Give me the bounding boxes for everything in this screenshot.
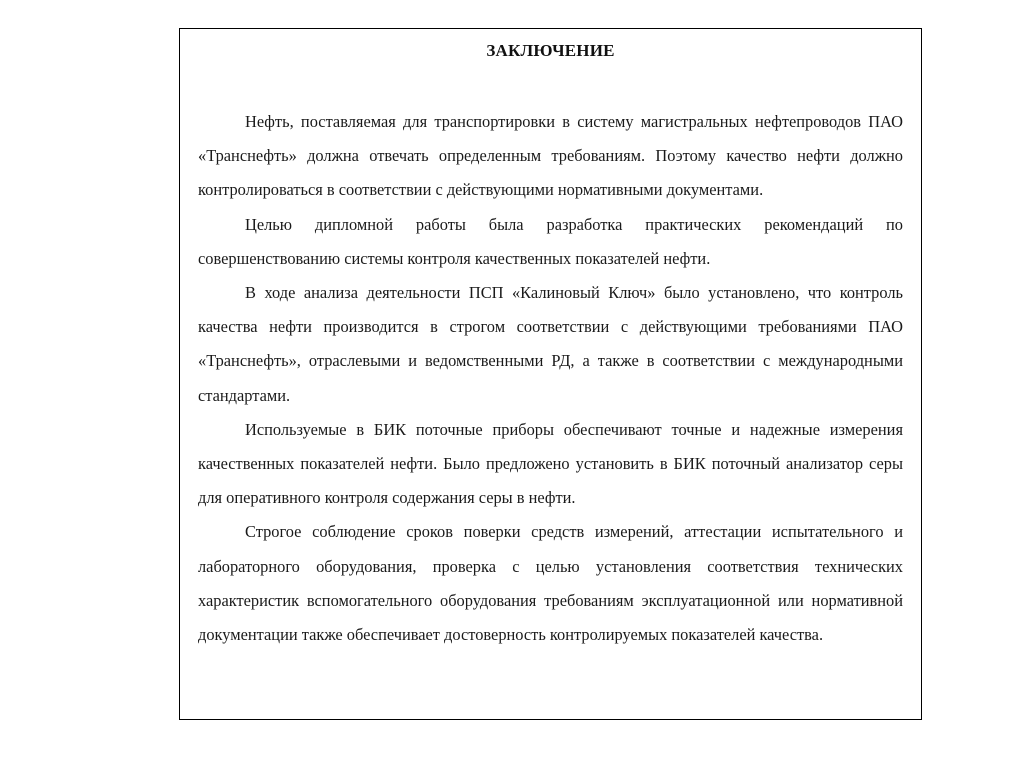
document-title: ЗАКЛЮЧЕНИЕ <box>486 41 615 60</box>
paragraph-3: В ходе анализа деятельности ПСП «Калиновый Ключ» было установлено, что контроль качества нефти производится в строгом соответствии с действующими требованиями ПАО «Транснефть», отраслевыми и ведомственными РД, а также в соответствии с международными стандартами. <box>198 283 903 405</box>
paragraph-2: Целью дипломной работы была разработка практических рекомендаций по совершенствованию системы контроля качественных показателей нефти. <box>198 214 903 268</box>
document-body <box>198 105 903 652</box>
paragraph-1: Нефть, поставляемая для транспортировки в систему магистральных нефтепроводов ПАО «Транснефть» должна отвечать определенным требованиям. Поэтому качество нефти должно контролироваться в соответствии с действующими нормативными документами. <box>198 112 903 200</box>
paragraph-5: Строгое соблюдение сроков поверки средств измерений, аттестации испытательного и лабораторного оборудования, проверка с целью установления соответствия технических характеристик вспомогательного оборудования требованиям эксплуатационной или нормативной документации также обеспечивает достоверность контролируемых показателей качества. <box>198 522 903 645</box>
document-page <box>179 28 922 720</box>
paragraph-4: Используемые в БИК поточные приборы обеспечивают точные и надежные измерения качественных показателей нефти. Было предложено установить в БИК поточный анализатор серы для оперативного контроля содержания серы в нефти. <box>198 419 903 508</box>
